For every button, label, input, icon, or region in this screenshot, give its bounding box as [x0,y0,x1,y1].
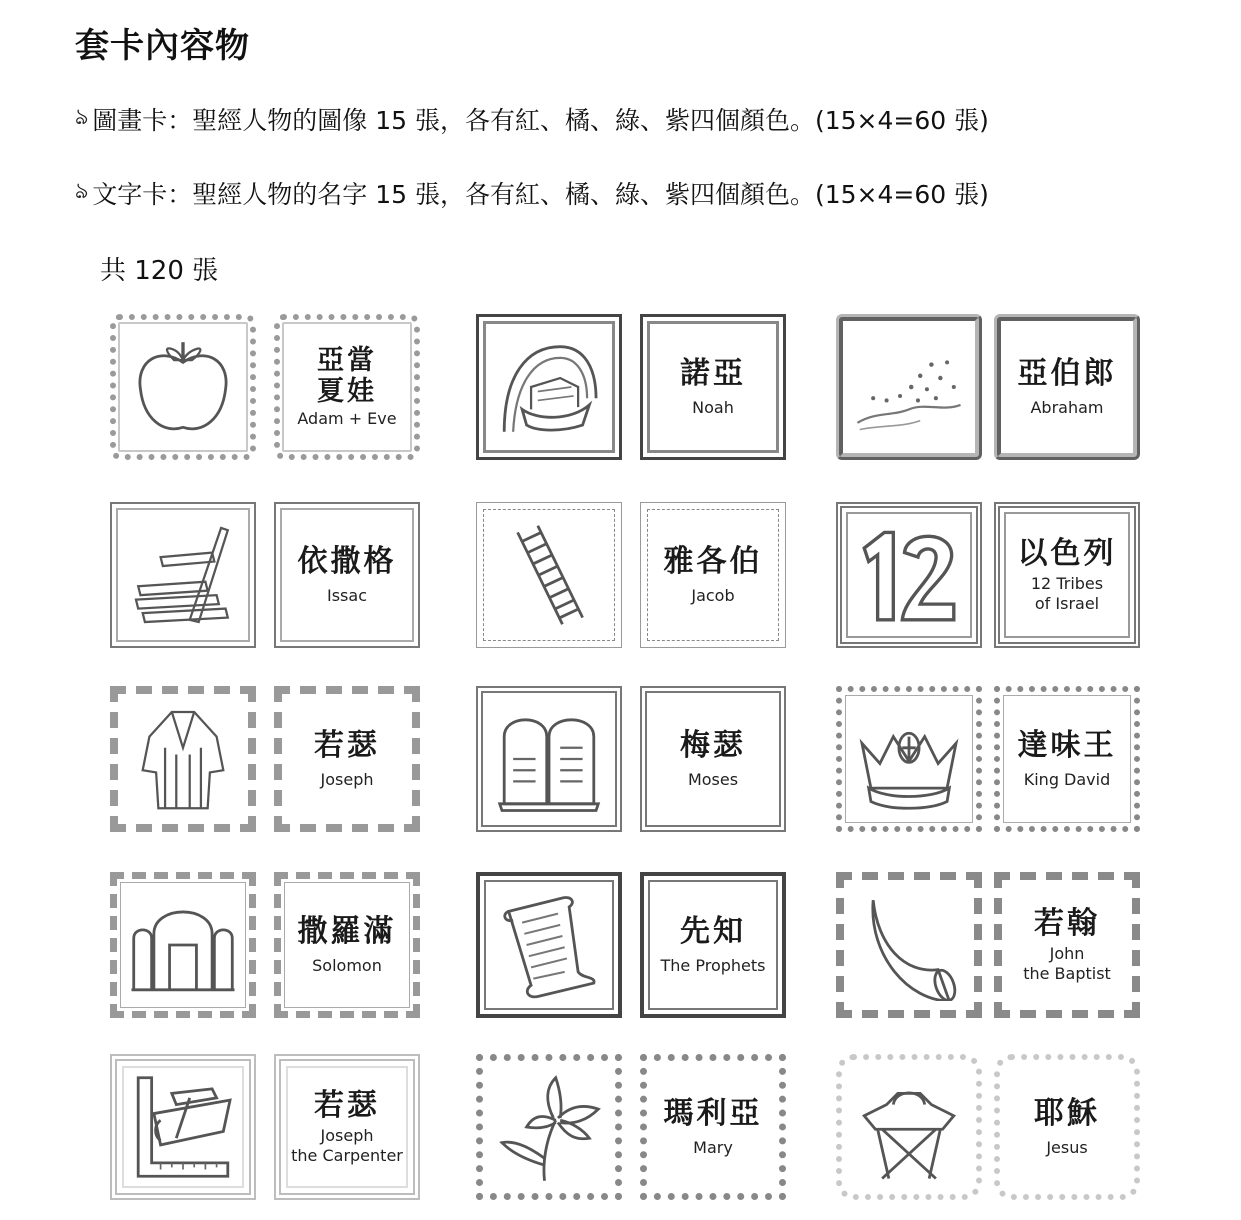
picture-card-adam-eve [110,314,256,460]
picture-card-carpenter [110,1054,256,1200]
text-cards-line [75,174,989,211]
card-chinese-name: 亞當 夏娃 [317,344,377,407]
name-card-moses [640,686,786,832]
card-chinese-name: 瑪利亞 [663,1096,763,1131]
ladder-icon [493,519,605,631]
name-card-israel [994,502,1140,648]
card-chinese-name: 諾亞 [680,356,746,391]
card-chinese-name: 以色列 [1017,536,1117,571]
ornament-icon: ঌ [75,179,89,204]
card-english-name: Noah [692,398,734,417]
stars-desert-icon [853,331,965,443]
name-card-carpenter [274,1054,420,1200]
card-chinese-name: 若瑟 [314,1088,380,1123]
picture-card-mary [476,1054,622,1200]
picture-card-moses [476,686,622,832]
card-chinese-name: 雅各伯 [663,544,763,579]
card-chinese-name: 梅瑟 [680,728,746,763]
card-english-name: King David [1023,770,1111,789]
total-count: 共 120 張 [100,256,219,286]
card-english-name: Moses [687,770,739,789]
name-card-jacob [640,502,786,648]
card-chinese-name: 依撒格 [297,544,397,579]
name-card-issac [274,502,420,648]
crown-icon [853,703,965,815]
card-english-name: Abraham [1030,398,1104,417]
card-chinese-name: 撒羅滿 [297,914,397,949]
card-chinese-name: 亞伯郎 [1017,356,1117,391]
picture-card-david [836,686,982,832]
card-english-name: Issac [327,586,367,605]
card-english-name: Solomon [312,956,382,975]
card-english-name: Joseph [320,770,374,789]
temple-icon [127,889,239,1001]
card-chinese-name: 若瑟 [314,728,380,763]
text-cards-text: 文字卡：聖經人物的名字 15 張，各有紅、橘、綠、紫四個顏色。(15×4=60 張) [92,179,989,209]
card-english-name: Jacob [691,586,735,605]
tablets-icon [493,703,605,815]
name-card-joseph [274,686,420,832]
card-english-name: 12 Tribes of Israel [1030,574,1104,613]
card-english-name: Mary [693,1138,733,1157]
picture-cards-text: 圖畫卡：聖經人物的圖像 15 張，各有紅、橘、綠、紫四個顏色。(15×4=60 張) [92,105,989,135]
picture-card-jesus [836,1054,982,1200]
card-english-name: Adam + Eve [297,409,397,429]
name-card-adam-eve [274,314,420,460]
ornament-icon: ঌ [75,105,89,130]
name-card-david [994,686,1140,832]
scroll-icon [493,889,605,1001]
card-chinese-name: 耶穌 [1034,1096,1100,1131]
picture-card-solomon [110,872,256,1018]
picture-card-abraham [836,314,982,460]
ark-icon [493,331,605,443]
name-card-john [994,872,1140,1018]
card-chinese-name: 達味王 [1017,728,1117,763]
picture-card-noah [476,314,622,460]
name-card-abraham [994,314,1140,460]
card-english-name: Jesus [1046,1138,1088,1157]
picture-cards-line [75,100,989,137]
name-card-prophets [640,872,786,1018]
number-12-icon [853,519,965,631]
horn-icon [853,889,965,1001]
card-english-name: Joseph the Carpenter [291,1126,403,1165]
tools-icon [127,1071,239,1183]
page-title: 套卡內容物 [75,26,250,66]
card-english-name: The Prophets [660,956,766,975]
name-card-jesus [994,1054,1140,1200]
picture-card-issac [110,502,256,648]
card-chinese-name: 先知 [680,914,746,949]
card-english-name: John the Baptist [1023,944,1111,983]
picture-card-israel [836,502,982,648]
robe-icon [127,703,239,815]
lily-icon [493,1071,605,1183]
name-card-noah [640,314,786,460]
altar-knife-icon [127,519,239,631]
apple-icon [127,331,239,443]
picture-card-prophets [476,872,622,1018]
name-card-solomon [274,872,420,1018]
card-chinese-name: 若翰 [1034,906,1100,941]
name-card-mary [640,1054,786,1200]
picture-card-jacob [476,502,622,648]
picture-card-joseph [110,686,256,832]
picture-card-john [836,872,982,1018]
manger-icon [853,1071,965,1183]
